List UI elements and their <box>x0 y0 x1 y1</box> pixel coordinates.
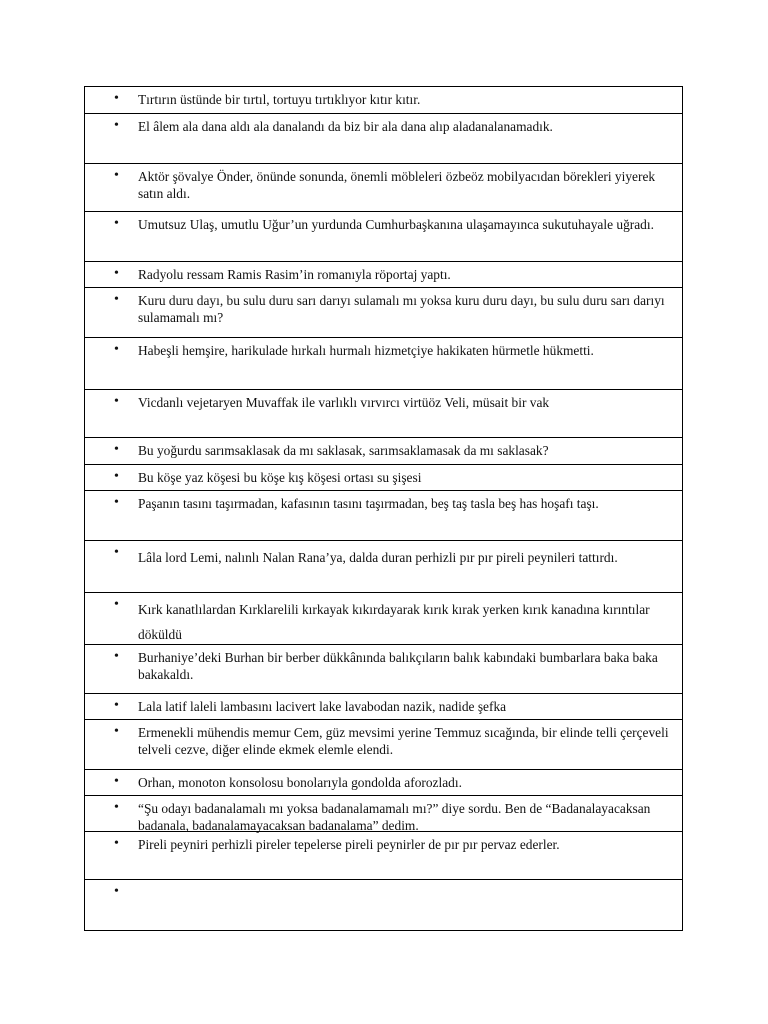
bullet-icon: • <box>114 394 119 409</box>
bullet-icon: • <box>114 216 119 231</box>
bullet-icon: • <box>114 442 119 457</box>
row-text: Tırtırın üstünde bir tırtıl, tortuyu tırtıklıyor kıtır kıtır. <box>138 92 421 107</box>
table-row <box>85 438 682 465</box>
table-row <box>85 832 682 880</box>
row-text: “Şu odayı badanalamalı mı yoksa badanalamamalı mı?” diye sordu. Ben de “Badanalayacaksan badanala, badanalamayacaksan badanalama” dedim. <box>138 801 651 833</box>
bullet-icon: • <box>114 724 119 739</box>
row-text: Burhaniye’deki Burhan bir berber dükkânında balıkçıların balık kabındaki bumbarlara baka baka bakakaldı. <box>138 650 658 682</box>
table-row <box>85 770 682 796</box>
bullet-icon: • <box>114 884 119 899</box>
bullet-icon: • <box>114 118 119 133</box>
row-text: Lala latif laleli lambasını lacivert lake lavabodan nazik, nadide şefka <box>138 699 507 714</box>
row-text: El âlem ala dana aldı ala danalandı da biz bir ala dana alıp aladanalanamadık. <box>138 119 553 134</box>
row-text: Vicdanlı vejetaryen Muvaffak ile varlıklı vırvırcı virtüöz Veli, müsait bir vak <box>138 395 550 410</box>
row-text: Aktör şövalye Önder, önünde sonunda, önemli möbleleri özbeöz mobilyacıdan börekleri yiyerek satın aldı. <box>138 169 656 201</box>
table-row <box>85 262 682 288</box>
table-row <box>85 796 682 832</box>
table-row <box>85 694 682 720</box>
row-text: Radyolu ressam Ramis Rasim’in romanıyla röportaj yaptı. <box>138 267 451 282</box>
table-row <box>85 338 682 390</box>
row-text: Kuru duru dayı, bu sulu duru sarı darıyı sulamalı mı yoksa kuru duru dayı, bu sulu duru sarı darıyı sulamamalı mı? <box>138 293 665 325</box>
row-text: Pireli peyniri perhizli pireler tepelerse pireli peynirler de pır pır pervaz ederler. <box>138 837 560 852</box>
bullet-icon: • <box>114 836 119 851</box>
bullet-icon: • <box>114 698 119 713</box>
row-text: Bu köşe yaz köşesi bu köşe kış köşesi ortası su şişesi <box>138 470 422 485</box>
table-row <box>85 390 682 438</box>
bullet-icon: • <box>114 774 119 789</box>
table-row <box>85 212 682 262</box>
bullet-icon: • <box>114 597 119 612</box>
bullet-icon: • <box>114 91 119 106</box>
row-text: Paşanın tasını taşırmadan, kafasının tasını taşırmadan, beş taş tasla beş has hoşafı taşı. <box>138 496 599 511</box>
bullet-icon: • <box>114 469 119 484</box>
table-row <box>85 465 682 491</box>
table-row <box>85 491 682 541</box>
table-row <box>85 593 682 645</box>
table-row <box>85 87 682 114</box>
bullet-icon: • <box>114 342 119 357</box>
bullet-icon: • <box>114 266 119 281</box>
table-row <box>85 720 682 770</box>
table-row <box>85 541 682 593</box>
bullet-icon: • <box>114 292 119 307</box>
bullet-icon: • <box>114 545 119 560</box>
row-text: Kırk kanatlılardan Kırklarelili kırkayak kıkırdayarak kırık kırak yerken kırık kanadına kırıntılar döküldü <box>138 602 650 642</box>
table-row <box>85 880 682 930</box>
table-row <box>85 164 682 212</box>
bullet-icon: • <box>114 800 119 815</box>
bullet-icon: • <box>114 168 119 183</box>
row-text: Orhan, monoton konsolosu bonolarıyla gondolda aforozladı. <box>138 775 462 790</box>
table-row <box>85 114 682 164</box>
row-text: Habeşli hemşire, harikulade hırkalı hurmalı hizmetçiye hakikaten hürmetle hükmetti. <box>138 343 594 358</box>
bullet-icon: • <box>114 649 119 664</box>
row-text: Lâla lord Lemi, nalınlı Nalan Rana’ya, dalda duran perhizli pır pır pireli peynileri tattırdı. <box>138 550 618 565</box>
table-row <box>85 645 682 694</box>
row-text: Umutsuz Ulaş, umutlu Uğur’un yurdunda Cumhurbaşkanına ulaşamayınca sukutuhayale uğradı. <box>138 217 654 232</box>
row-text: Bu yoğurdu sarımsaklasak da mı saklasak, sarımsaklamasak da mı saklasak? <box>138 443 549 458</box>
row-text: Ermenekli mühendis memur Cem, güz mevsimi yerine Temmuz sıcağında, bir elinde telli çerçeveli telveli cezve, diğer elinde ekmek elemle elendi. <box>138 725 669 757</box>
bullet-icon: • <box>114 495 119 510</box>
tongue-twister-table <box>84 86 683 931</box>
table-row <box>85 288 682 338</box>
